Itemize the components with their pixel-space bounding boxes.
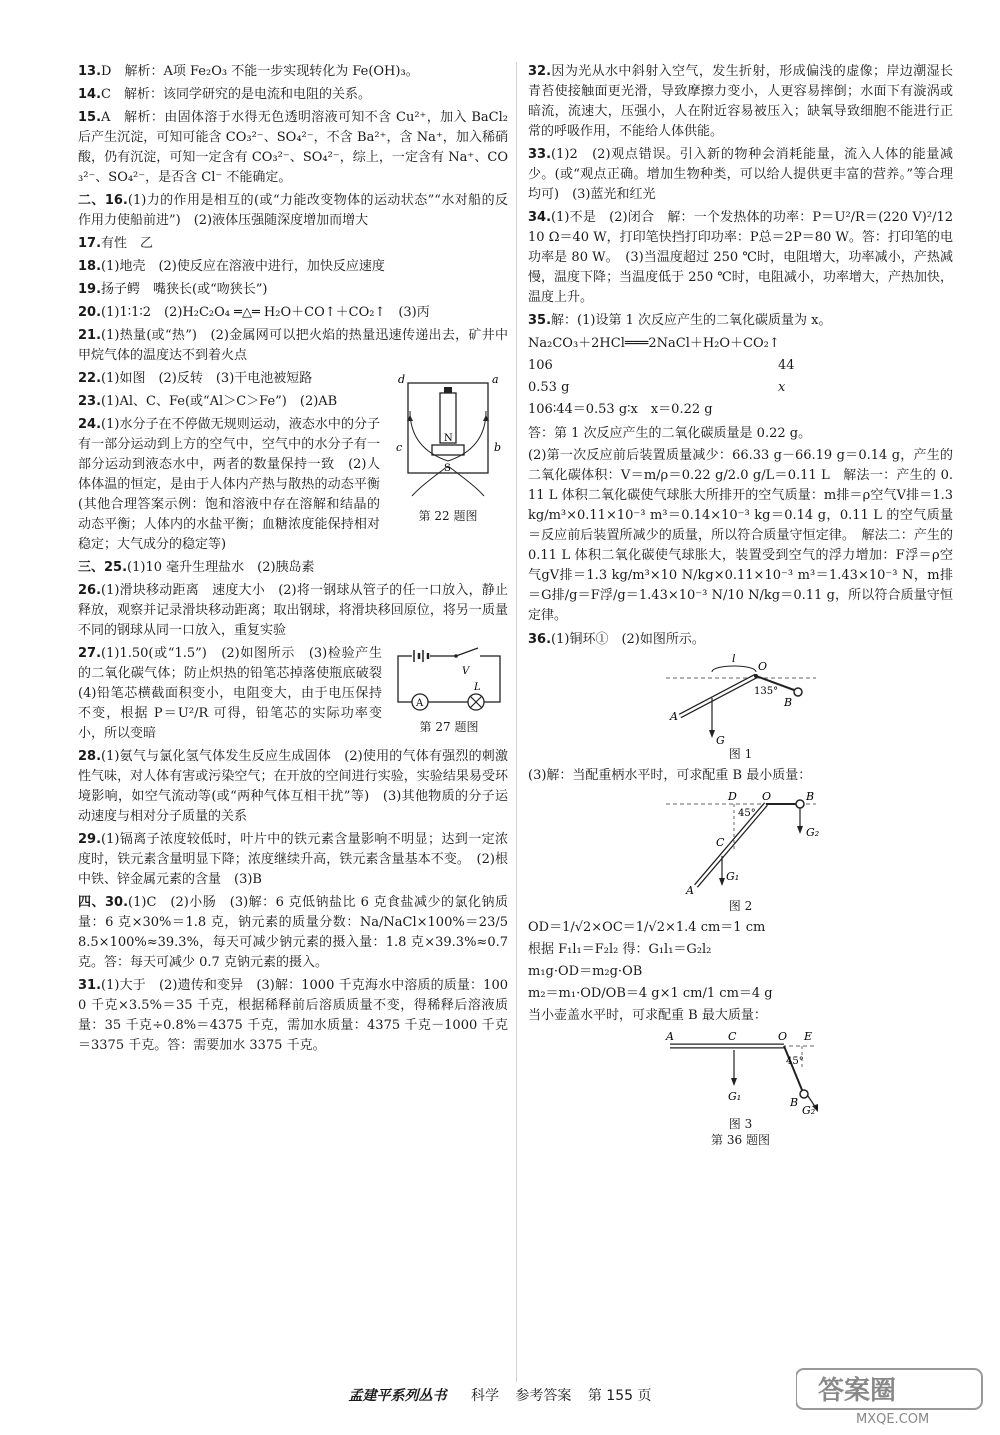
answer-13: 13.D 解析：A项 Fe₂O₃ 不能一步实现转化为 Fe(OH)₃。 bbox=[78, 64, 419, 79]
answer-23: 23.(1)Al、C、Fe(或“Al＞C＞Fe”) (2)AB bbox=[78, 394, 338, 409]
answer-30: 四、30.(1)C (2)小肠 (3)解：6 克低钠盐比 6 克食盐减少的氯化钠质量：6 克×30%＝1.8 克，钠元素的质量分数：Na/NaCl×100%＝23/58.5×100%≈39.3%，每天可减少钠元素的摄入量：1.8 克×39.3%≈0.7 克。答：每天可减少 0.7 克钠元素的摄入。 bbox=[78, 895, 509, 970]
answer-35-conclusion: 答：第 1 次反应产生的二氧化碳质量是 0.22 g。 bbox=[528, 426, 812, 441]
fig36-2-label-o: O bbox=[761, 790, 771, 803]
answer-20: 20.(1)1∶1∶2 (2)H₂C₂O₄ ═△═ H₂O＋CO↑＋CO₂↑ (3)丙 bbox=[78, 305, 430, 320]
label-s-pole: S bbox=[444, 463, 451, 474]
fig36-3-label-g2p: G₂' bbox=[801, 1104, 818, 1116]
fig36-3-label-e: E bbox=[803, 1030, 812, 1043]
figure-22-caption: 第 22 题图 bbox=[418, 509, 478, 523]
equation-35 bbox=[528, 334, 953, 420]
fig36-2-angle: 45° bbox=[737, 808, 756, 819]
figure-36-1 bbox=[656, 654, 826, 762]
equation-35-values: 0.53 g x bbox=[528, 380, 786, 395]
answer-15: 15.A 解析：由固体溶于水得无色透明溶液可知不含 Cu²⁺，加入 BaCl₂ 后产生沉淀，可知可能含 CO₃²⁻、SO₄²⁻，不含 Ba²⁺，含 Na⁺，加入稀硝酸，仍有沉淀，可知一定含有 CO₃²⁻、SO₄²⁻，综上，一定含有 Na⁺、CO₃²⁻、SO₄²⁻，是否含 Cl⁻ 不能确定。 bbox=[78, 110, 508, 185]
answer-21: 21.(1)热量(或“热”) (2)金属网可以把火焰的热量迅速传递出去，矿井中甲烷气体的温度达不到着火点 bbox=[78, 328, 508, 363]
left-column bbox=[78, 62, 508, 1059]
answer-31: 31.(1)大于 (2)遗传和变异 (3)解：1000 千克海水中溶质的质量：1000 千克×3.5%＝35 千克，根据稀释前后溶质质量不变，得稀释后溶液质量：35 千克÷0.8%＝4375 千克，需加水质量：4375 千克－1000 千克＝3375 千克。答：需要加水 3375 千克。 bbox=[78, 978, 508, 1053]
answer-36-calc-1: OD＝1/√2×OC＝1/√2×1.4 cm＝1 cm bbox=[528, 920, 766, 935]
fig36-2-label-d: D bbox=[727, 790, 737, 803]
figure-36-caption: 第 36 题图 bbox=[711, 1133, 770, 1147]
answer-35-intro: 35.解：(1)设第 1 次反应产生的二氧化碳质量为 x。 bbox=[528, 313, 832, 328]
fig36-3-label-g1: G₁ bbox=[727, 1090, 741, 1103]
footer-section: 参考答案 bbox=[515, 1388, 572, 1404]
figure-36-2-caption: 图 2 bbox=[728, 899, 753, 913]
label-a: a bbox=[492, 373, 499, 386]
fig36-2-label-g1: G₁ bbox=[725, 870, 739, 883]
lamp-label: L bbox=[474, 682, 481, 693]
answer-36-calc-4: m₂＝m₁·OD/OB＝4 g×1 cm/1 cm＝4 g bbox=[528, 986, 773, 1001]
answer-27: 27.(1)1.50(或“1.5”) (2)如图所示 (3)检验产生的二氧化碳气体；防止炽热的铅笔芯掉落使瓶底破裂 (4)铅笔芯横截面积变小，电阻变大，由于电压保持不变，根据 P＝U²/R 可得，铅笔芯的实际功率变小，所以变暗 bbox=[78, 646, 396, 741]
label-n-pole: N bbox=[444, 433, 453, 444]
figure-36-1-lever bbox=[656, 654, 826, 746]
answer-28: 28.(1)氨气与氯化氢气体发生反应生成固体 (2)使用的气体有强烈的刺激性气味，对人体有害或污染空气；在开放的空间进行实验，实验结果易受环境影响，如空气流动等(或“两种气体互相干扰”等) (3)其他物质的分子运动速度与相对分子质量的关系 bbox=[78, 749, 508, 824]
v-label: V bbox=[462, 666, 470, 677]
fig36-1-label-a: A bbox=[669, 710, 678, 723]
figure-22-diagram bbox=[388, 371, 508, 501]
answer-26: 26.(1)滑块移动距离 速度大小 (2)将一钢球从管子的任一口放入，静止释放，观察并记录滑块移动距离；取出钢球，将滑块移回原位，将另一质量不同的钢球从同一口放入，重复实验 bbox=[78, 583, 508, 638]
fig36-3-label-o: O bbox=[777, 1030, 787, 1043]
figure-27 bbox=[390, 646, 508, 735]
answer-25: 三、25.(1)10 毫升生理盐水 (2)胰岛素 bbox=[78, 560, 315, 575]
fig36-1-label-l: l bbox=[731, 654, 736, 665]
answer-36-calc-5: 当小壶盖水平时，可求配重 B 最大质量： bbox=[528, 1008, 767, 1023]
answer-35-part2: (2)第一次反应前后装置质量减少：66.33 g－66.19 g＝0.14 g，产生的二氧化碳体积：V＝m/ρ＝0.22 g/2.0 g/L＝0.11 L 解法一：产生的 0.11 L 体积二氧化碳使气球胀大所排开的空气质量：m排＝ρ空气V排＝1.3 kg/m³×0.11×10⁻³ m³＝0.14×10⁻³ kg＝0.14 g，0.11 L 的空气质量＝反应前后装置所减少的质量，所以符合质量守恒定律。 解法二：产生的 0.11 L 体积二氧化碳使气球胀大，装置受到空气的浮力增加：F浮＝ρ空气gV排＝1.3 kg/m³×10 N/kg×0.11×10⁻³ m³＝1.43×10⁻³ N，m排＝G排/g＝F浮/g＝1.43×10⁻³ N/10 N/kg＝0.11 g，所以符合质量守恒定律。 bbox=[528, 448, 953, 623]
answer-24: 24.(1)水分子在不停做无规则运动，液态水中的分子有一部分运动到上方的空气中，空气中的水分子有一部分运动到液态水中，两者的数量保持一致 (2)人体体温的恒定，是由于人体内产热与散热的动态平衡(其他合理答案示例：饱和溶液中存在溶解和结晶的动态平衡；人体内的水盐平衡；血糖浓度能保持相对稳定；大气成分的稳定等) bbox=[78, 417, 380, 552]
answer-36-part3: (3)解：当配重柄水平时，可求配重 B 最小质量： bbox=[528, 768, 812, 783]
answer-14: 14.C 解析：该同学研究的是电流和电阻的关系。 bbox=[78, 87, 371, 102]
watermark-text: 答案圈 bbox=[818, 1376, 897, 1406]
equation-35-masses: 106 44 bbox=[528, 358, 795, 373]
fig36-3-angle: 45° bbox=[785, 1056, 804, 1067]
fig36-2-label-g2: G₂ bbox=[805, 826, 819, 839]
answer-22: 22.(1)如图 (2)反转 (3)干电池被短路 bbox=[78, 371, 313, 386]
fig36-2-label-c: C bbox=[715, 836, 724, 849]
ammeter-label: A bbox=[416, 698, 424, 709]
footer-series: 孟建平系列丛书 bbox=[348, 1388, 447, 1404]
answer-36-calc-3: m₁g·OD＝m₂g·OB bbox=[528, 964, 643, 979]
answer-16: 二、16.(1)力的作用是相互的(或“力能改变物体的运动状态”“水对船的反作用力使船前进”) (2)液体压强随深度增加而增大 bbox=[78, 193, 508, 228]
watermark-logo bbox=[796, 1367, 986, 1427]
fig36-2-label-a: A bbox=[685, 884, 694, 897]
right-column bbox=[528, 62, 953, 1152]
fig36-3-label-c: C bbox=[727, 1030, 736, 1043]
watermark-url: MXQE.COM bbox=[856, 1412, 930, 1427]
answer-19: 19.扬子鳄 嘴狭长(或“吻狭长”) bbox=[78, 282, 268, 297]
figure-36-2 bbox=[656, 790, 826, 914]
figure-36-1-caption: 图 1 bbox=[728, 747, 753, 761]
answer-29: 29.(1)镉离子浓度较低时，叶片中的铁元素含量影响不明显；达到一定浓度时，铁元素含量明显下降；浓度继续升高，铁元素含量基本不变。 (2)根中铁、锌金属元素的含量 (3)B bbox=[78, 832, 508, 887]
figure-36-3 bbox=[656, 1030, 826, 1148]
answer-17: 17.有性 乙 bbox=[78, 236, 154, 251]
answer-36-calc-2: 根据 F₁l₁＝F₂l₂ 得：G₁l₁＝G₂l₂ bbox=[528, 942, 712, 957]
figure-36-2-lever bbox=[656, 790, 826, 898]
column-divider bbox=[516, 62, 517, 1382]
answer-32: 32.因为光从水中斜射入空气，发生折射，形成偏浅的虚像；岸边潮湿长青苔使接触面更光滑，导致摩擦力变小，人更容易摔倒；水面下有漩涡或暗流，流速大，压强小，人在附近容易被压入；缺氧导致细胞不能进行正常的呼吸作用，不能给人体供能。 bbox=[528, 64, 953, 139]
fig36-3-label-a: A bbox=[665, 1030, 674, 1043]
answer-34: 34.(1)不是 (2)闭合 解：一个发热体的功率：P＝U²/R＝(220 V)²/1210 Ω＝40 W，打印笔快挡打印功率：P总＝2P＝80 W。答：打印笔的电功率是 80 W。 (3)当温度超过 250 ℃时，电阻增大，功率减小，产热减慢，温度下降；当温度低于 250 ℃时，电阻减小，功率增大，产热加快，温度上升。 bbox=[528, 210, 953, 305]
fig36-1-label-o: O bbox=[757, 660, 767, 673]
label-d: d bbox=[398, 373, 406, 386]
fig36-2-label-b: B bbox=[805, 790, 814, 803]
footer-page-number: 第 155 页 bbox=[587, 1388, 652, 1404]
fig36-1-angle: 135° bbox=[753, 686, 778, 697]
figure-27-circuit bbox=[390, 646, 508, 712]
figure-36-3-lever bbox=[656, 1030, 826, 1116]
answer-18: 18.(1)地壳 (2)使反应在溶液中进行，加快反应速度 bbox=[78, 259, 385, 274]
footer-subject: 科学 bbox=[470, 1388, 499, 1404]
figure-36-3-caption: 图 3 bbox=[728, 1117, 753, 1131]
answer-36: 36.(1)铜环① (2)如图所示。 bbox=[528, 632, 705, 647]
figure-22 bbox=[388, 371, 508, 524]
equation-35-formula: Na₂CO₃＋2HCl═══2NaCl＋H₂O＋CO₂↑ bbox=[528, 336, 780, 351]
label-c: c bbox=[396, 441, 403, 454]
figure-27-caption: 第 27 题图 bbox=[419, 720, 479, 734]
fig36-3-label-b: B bbox=[789, 1096, 798, 1109]
answer-33: 33.(1)2 (2)观点错误。引入新的物种会消耗能量，流入人体的能量减少。(或“观点正确。增加生物种类，可以给人提供更丰富的营养。”等合理均可) (3)蓝光和红光 bbox=[528, 147, 953, 202]
equation-35-ratio: 106∶44＝0.53 g∶x x＝0.22 g bbox=[528, 402, 713, 417]
fig36-1-label-b: B bbox=[783, 696, 792, 709]
label-b: b bbox=[494, 441, 502, 454]
fig36-1-label-g: G bbox=[715, 734, 725, 746]
